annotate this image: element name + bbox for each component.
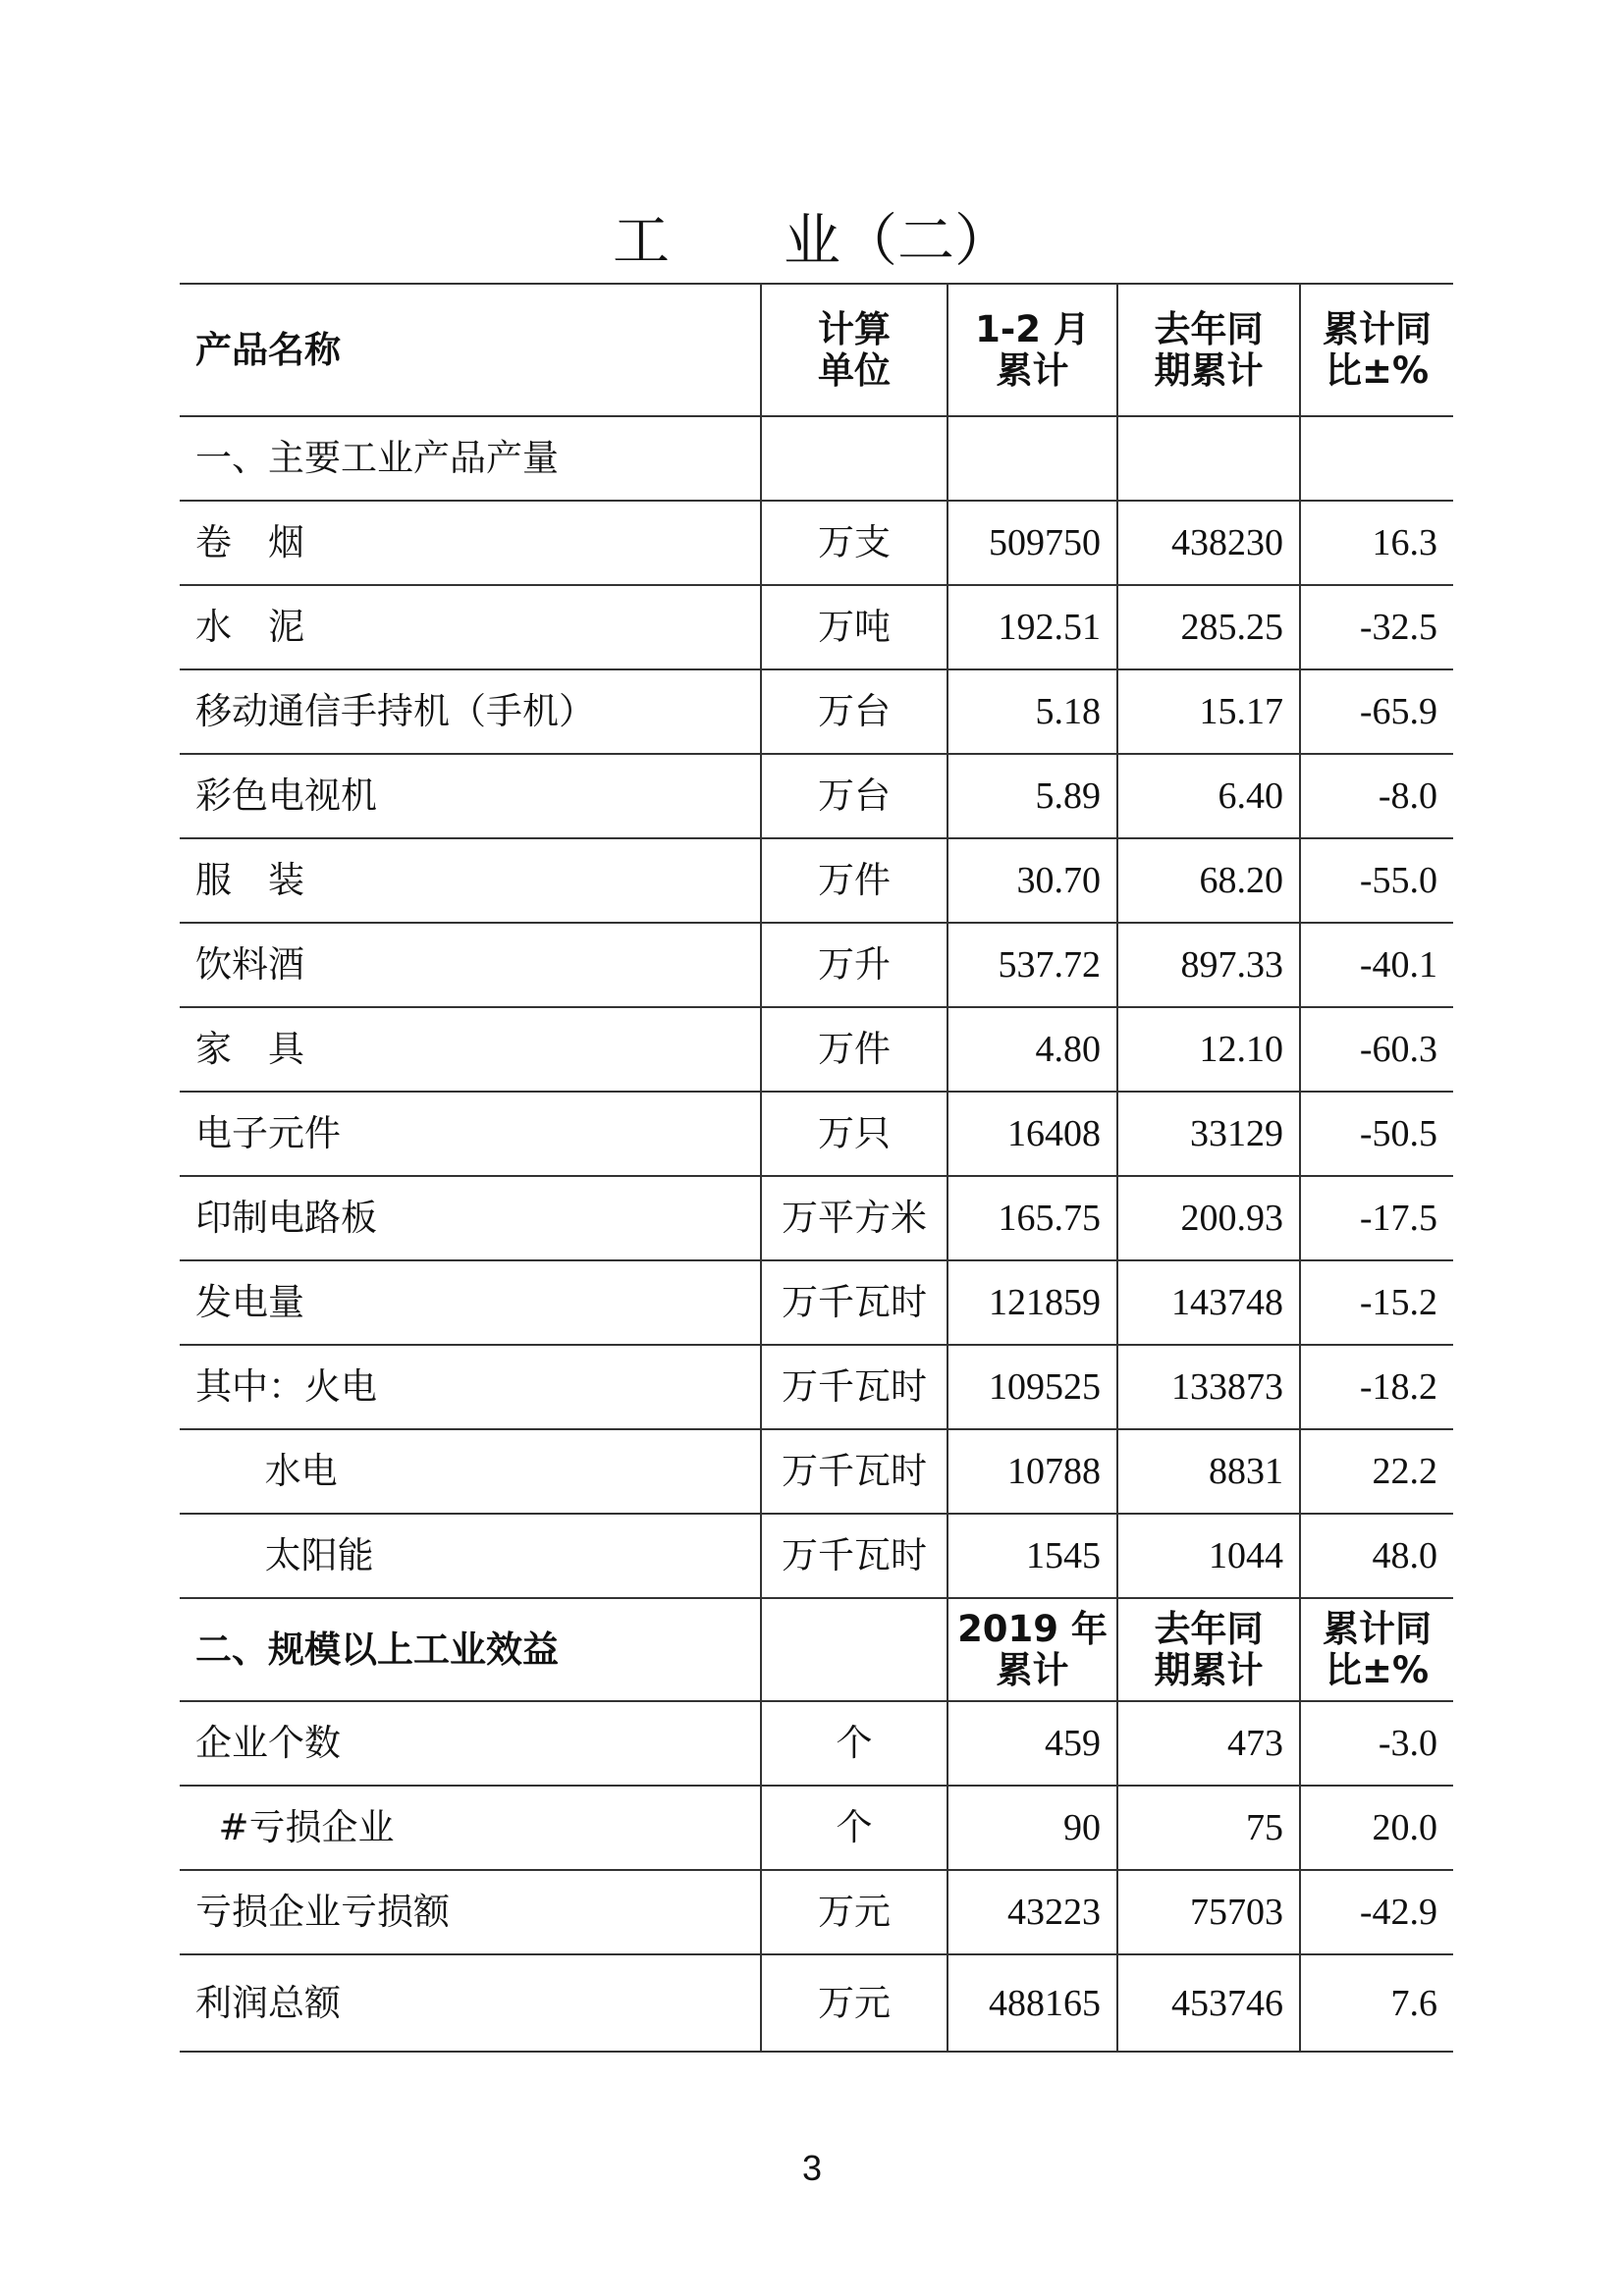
change-value: -15.2 <box>1300 1260 1453 1345</box>
empty-cell <box>761 1598 947 1701</box>
indicator-name: 企业个数 <box>180 1701 761 1786</box>
header-change-line-1: 累计同 <box>1323 307 1432 350</box>
empty-cell <box>1117 416 1300 501</box>
table-row <box>180 1345 1453 1429</box>
table-row <box>180 1701 1453 1786</box>
current-value: 30.70 <box>947 838 1117 923</box>
change-value: -18.2 <box>1300 1345 1453 1429</box>
change-value: -50.5 <box>1300 1092 1453 1176</box>
indicator-name: 亏损企业亏损额 <box>180 1870 761 1954</box>
product-name: 其中：火电 <box>180 1345 761 1429</box>
product-name: 服 装 <box>180 838 761 923</box>
change-value: -3.0 <box>1300 1701 1453 1786</box>
table-row <box>180 585 1453 669</box>
section2-header-change-line-1: 累计同 <box>1323 1607 1432 1650</box>
product-name: 发电量 <box>180 1260 761 1345</box>
change-value: 7.6 <box>1300 1954 1453 2052</box>
change-value: -32.5 <box>1300 585 1453 669</box>
indicator-name: #亏损企业 <box>180 1786 761 1870</box>
product-name: 太阳能 <box>180 1514 761 1598</box>
unit: 万平方米 <box>761 1176 947 1260</box>
header-product-name: 产品名称 <box>180 284 761 416</box>
unit: 万吨 <box>761 585 947 669</box>
table-row <box>180 501 1453 585</box>
section2-header-change <box>1300 1598 1453 1701</box>
industry-table <box>180 283 1453 2053</box>
current-value: 5.89 <box>947 754 1117 838</box>
current-value: 537.72 <box>947 923 1117 1007</box>
change-value: -65.9 <box>1300 669 1453 754</box>
change-value: -55.0 <box>1300 838 1453 923</box>
table-row <box>180 1514 1453 1598</box>
unit: 个 <box>761 1701 947 1786</box>
current-value: 16408 <box>947 1092 1117 1176</box>
last-year-value: 453746 <box>1117 1954 1300 2052</box>
current-value: 109525 <box>947 1345 1117 1429</box>
header-last-year-line-2: 期累计 <box>1154 348 1264 392</box>
section2-header-last-year <box>1117 1598 1300 1701</box>
last-year-value: 8831 <box>1117 1429 1300 1514</box>
current-value: 121859 <box>947 1260 1117 1345</box>
last-year-value: 75703 <box>1117 1870 1300 1954</box>
unit: 个 <box>761 1786 947 1870</box>
unit: 万台 <box>761 669 947 754</box>
empty-cell <box>1300 416 1453 501</box>
unit: 万升 <box>761 923 947 1007</box>
current-value: 43223 <box>947 1870 1117 1954</box>
header-change <box>1300 284 1453 416</box>
section2-header-current-line-1: 2019 年 <box>957 1607 1108 1650</box>
product-name: 水电 <box>180 1429 761 1514</box>
table-row <box>180 669 1453 754</box>
empty-cell <box>947 416 1117 501</box>
last-year-value: 75 <box>1117 1786 1300 1870</box>
product-name: 卷 烟 <box>180 501 761 585</box>
header-last-year-line-1: 去年同 <box>1154 307 1264 350</box>
unit: 万千瓦时 <box>761 1345 947 1429</box>
product-name: 水 泥 <box>180 585 761 669</box>
change-value: -40.1 <box>1300 923 1453 1007</box>
change-value: 16.3 <box>1300 501 1453 585</box>
change-value: -8.0 <box>1300 754 1453 838</box>
unit: 万件 <box>761 1007 947 1092</box>
indicator-name: 利润总额 <box>180 1954 761 2052</box>
unit: 万元 <box>761 1954 947 2052</box>
section2-header-change-line-2: 比±% <box>1325 1648 1430 1691</box>
product-name: 饮料酒 <box>180 923 761 1007</box>
product-name: 电子元件 <box>180 1092 761 1176</box>
product-name: 印制电路板 <box>180 1176 761 1260</box>
last-year-value: 6.40 <box>1117 754 1300 838</box>
header-change-line-2: 比±% <box>1325 348 1430 392</box>
page-title: 工 业（二） <box>612 207 1011 274</box>
empty-cell <box>761 416 947 501</box>
last-year-value: 897.33 <box>1117 923 1300 1007</box>
header-current <box>947 284 1117 416</box>
section2-header-last-year-line-2: 期累计 <box>1154 1648 1264 1691</box>
section2-header-current-line-2: 累计 <box>996 1648 1069 1691</box>
table-row <box>180 1260 1453 1345</box>
current-value: 488165 <box>947 1954 1117 2052</box>
table-row <box>180 1176 1453 1260</box>
header-current-line-2: 累计 <box>996 348 1069 392</box>
table-row <box>180 923 1453 1007</box>
table-row <box>180 754 1453 838</box>
unit: 万台 <box>761 754 947 838</box>
header-unit-line-2: 单位 <box>818 348 891 392</box>
header-unit-line-1: 计算 <box>818 307 891 350</box>
last-year-value: 12.10 <box>1117 1007 1300 1092</box>
section2-header-current <box>947 1598 1117 1701</box>
last-year-value: 285.25 <box>1117 585 1300 669</box>
unit: 万千瓦时 <box>761 1429 947 1514</box>
header-unit <box>761 284 947 416</box>
last-year-value: 15.17 <box>1117 669 1300 754</box>
current-value: 4.80 <box>947 1007 1117 1092</box>
current-value: 90 <box>947 1786 1117 1870</box>
product-name: 家 具 <box>180 1007 761 1092</box>
current-value: 459 <box>947 1701 1117 1786</box>
last-year-value: 1044 <box>1117 1514 1300 1598</box>
last-year-value: 68.20 <box>1117 838 1300 923</box>
last-year-value: 473 <box>1117 1701 1300 1786</box>
section2-title: 二、规模以上工业效益 <box>180 1598 761 1701</box>
last-year-value: 438230 <box>1117 501 1300 585</box>
section2-header-row <box>180 1598 1453 1701</box>
section1-title-row <box>180 416 1453 501</box>
last-year-value: 133873 <box>1117 1345 1300 1429</box>
table-row <box>180 1429 1453 1514</box>
unit: 万元 <box>761 1870 947 1954</box>
header-current-line-1: 1-2 月 <box>975 307 1090 350</box>
change-value: -42.9 <box>1300 1870 1453 1954</box>
table-row <box>180 1007 1453 1092</box>
current-value: 509750 <box>947 501 1117 585</box>
unit: 万支 <box>761 501 947 585</box>
change-value: 20.0 <box>1300 1786 1453 1870</box>
section1-title: 一、主要工业产品产量 <box>180 416 761 501</box>
current-value: 10788 <box>947 1429 1117 1514</box>
table-row <box>180 1870 1453 1954</box>
current-value: 1545 <box>947 1514 1117 1598</box>
table-row <box>180 1954 1453 2052</box>
table-row <box>180 1092 1453 1176</box>
unit: 万千瓦时 <box>761 1260 947 1345</box>
page-number: 3 <box>801 2148 823 2188</box>
change-value: -60.3 <box>1300 1007 1453 1092</box>
change-value: 22.2 <box>1300 1429 1453 1514</box>
unit: 万只 <box>761 1092 947 1176</box>
current-value: 192.51 <box>947 585 1117 669</box>
unit: 万千瓦时 <box>761 1514 947 1598</box>
product-name: 彩色电视机 <box>180 754 761 838</box>
product-name: 移动通信手持机（手机） <box>180 669 761 754</box>
current-value: 5.18 <box>947 669 1117 754</box>
change-value: -17.5 <box>1300 1176 1453 1260</box>
last-year-value: 143748 <box>1117 1260 1300 1345</box>
unit: 万件 <box>761 838 947 923</box>
table-row <box>180 1786 1453 1870</box>
section2-header-last-year-line-1: 去年同 <box>1154 1607 1264 1650</box>
last-year-value: 33129 <box>1117 1092 1300 1176</box>
current-value: 165.75 <box>947 1176 1117 1260</box>
last-year-value: 200.93 <box>1117 1176 1300 1260</box>
table-header-row <box>180 284 1453 416</box>
header-last-year <box>1117 284 1300 416</box>
change-value: 48.0 <box>1300 1514 1453 1598</box>
table-row <box>180 838 1453 923</box>
